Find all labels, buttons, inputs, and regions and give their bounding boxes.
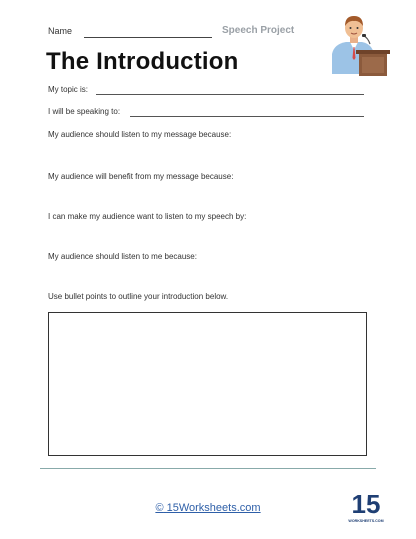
topic-answer-line[interactable] [96,94,364,95]
prompt-listen-message: My audience should listen to my message because: [48,130,232,139]
prompt-make-listen: I can make my audience want to listen to my speech by: [48,212,247,221]
prompt-topic: My topic is: [48,85,89,94]
project-label: Speech Project [222,25,295,36]
speaker-at-podium-icon [326,14,390,76]
prompt-audience: I will be speaking to: [48,107,121,116]
15worksheets-logo-icon [348,487,384,525]
logo-text: WORKSHEETS.COM [348,519,384,523]
name-label: Name [48,26,73,36]
prompt-outline: Use bullet points to outline your introduction below. [48,292,229,301]
copyright-symbol: © [155,502,164,514]
footer-divider [40,468,376,469]
prompt-benefit: My audience will benefit from my message because: [48,172,234,181]
page-title: The Introduction [46,48,239,75]
prompt-listen-me: My audience should listen to me because: [48,252,197,261]
copyright-link[interactable] [155,502,260,514]
logo-number: 15 [351,489,381,519]
audience-answer-line[interactable] [130,116,364,117]
site-link-text: 15Worksheets.com [166,502,261,514]
outline-box[interactable] [48,312,367,456]
name-line[interactable] [84,37,212,38]
